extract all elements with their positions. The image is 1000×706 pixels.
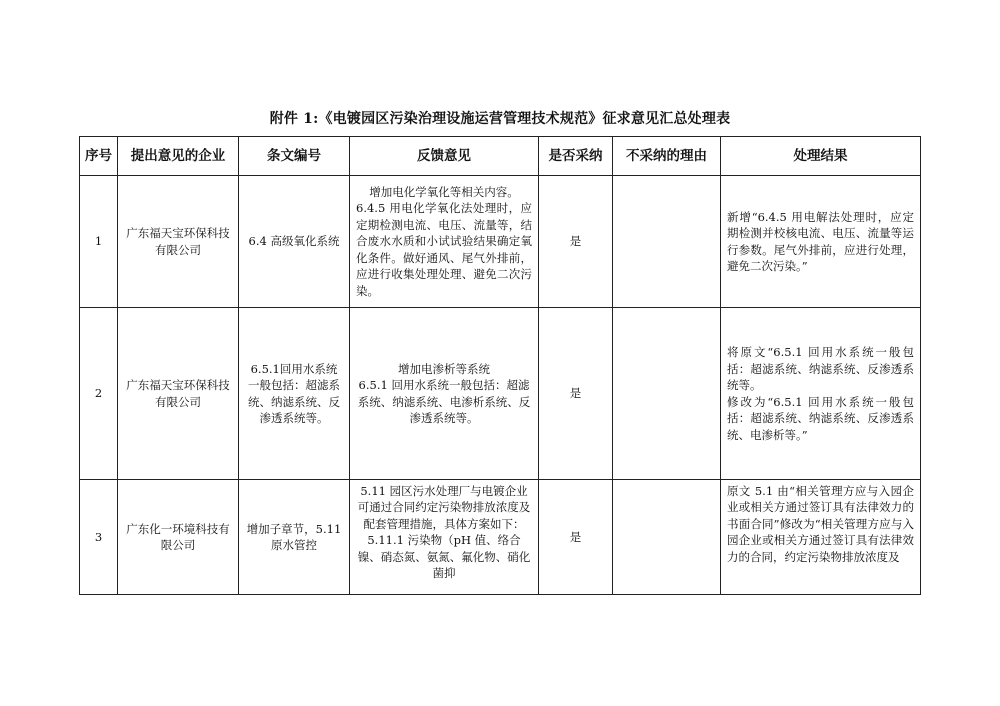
row-seq: 2 — [80, 308, 118, 480]
header-row — [80, 137, 921, 176]
header-reason: 不采纳的理由 — [613, 137, 721, 176]
table-row — [80, 176, 921, 308]
comments-table — [79, 136, 921, 595]
row-clause: 6.4 高级氧化系统 — [239, 176, 350, 308]
row-clause: 6.5.1回用水系统一般包括：超滤系统、纳滤系统、反渗透系统等。 — [239, 308, 350, 480]
header-result: 处理结果 — [721, 137, 921, 176]
feedback-line: 增加电化学氧化等相关内容。 — [369, 184, 519, 199]
row-company: 广东福天宝环保科技有限公司 — [118, 176, 239, 308]
row-clause: 增加子章节，5.11 原水管控 — [239, 480, 350, 595]
row-feedback — [350, 176, 539, 308]
row-feedback — [350, 308, 539, 480]
table-row — [80, 480, 921, 595]
feedback-line: 5.11.1 污染物（pH 值、络合镍、硝态氮、氨氮、氟化物、硝化菌抑 — [357, 533, 531, 580]
header-company: 提出意见的企业 — [118, 137, 239, 176]
document-title: 附件 1:《电镀园区污染治理设施运营管理技术规范》征求意见汇总处理表 — [269, 111, 731, 127]
row-company: 广东化一环境科技有限公司 — [118, 480, 239, 595]
header-feedback: 反馈意见 — [350, 137, 539, 176]
result-line: 将原文“6.5.1 回用水系统一般包括：超滤系统、纳滤系统、反渗透系统等。 — [727, 345, 914, 392]
feedback-line: 5.11 园区污水处理厂与电镀企业可通过合同约定污染物排放浓度及配套管理措施，具体方案如下： — [357, 483, 531, 531]
row-reason — [613, 480, 721, 595]
row-seq: 1 — [80, 176, 118, 308]
row-result: 新增“6.4.5 用电解法处理时，应定期检测并校核电流、电压、流量等运行参数。尾气外排前，应进行处理，避免二次污染。” — [721, 176, 921, 308]
table-row — [80, 308, 921, 480]
row-adopted: 是 — [539, 176, 613, 308]
row-result — [721, 308, 921, 480]
row-reason — [613, 176, 721, 308]
row-seq: 3 — [80, 480, 118, 595]
row-feedback — [350, 480, 539, 595]
row-adopted: 是 — [539, 308, 613, 480]
row-adopted: 是 — [539, 480, 613, 595]
result-text: 原文 5.1 由“相关管理方应与入园企业或相关方通过签订具有法律效力的书面合同”修改为“相关管理方应与入园企业或相关方通过签订具有法律效力的合同，约定污染物排放浓度及 — [727, 483, 914, 564]
result-line: 修改为“6.5.1 回用水系统一般包括：超滤系统、纳滤系统、反渗透系统、电渗析等。” — [727, 394, 914, 442]
feedback-line: 增加电渗析等系统 — [398, 361, 490, 376]
feedback-line: 6.4.5 用电化学氧化法处理时，应定期检测电流、电压、流量等，结合废水水质和小试试验结果确定氧化条件。做好通风、尾气外排前，应进行收集处理处理、避免二次污染。 — [356, 201, 532, 298]
header-clause: 条文编号 — [239, 137, 350, 176]
feedback-line: 6.5.1 回用水系统一般包括：超滤系统、纳滤系统、电渗析系统、反渗透系统等。 — [357, 378, 531, 425]
header-seq: 序号 — [80, 137, 118, 176]
row-company: 广东福天宝环保科技有限公司 — [118, 308, 239, 480]
row-result — [721, 480, 921, 595]
header-adopted: 是否采纳 — [539, 137, 613, 176]
row-reason — [613, 308, 721, 480]
